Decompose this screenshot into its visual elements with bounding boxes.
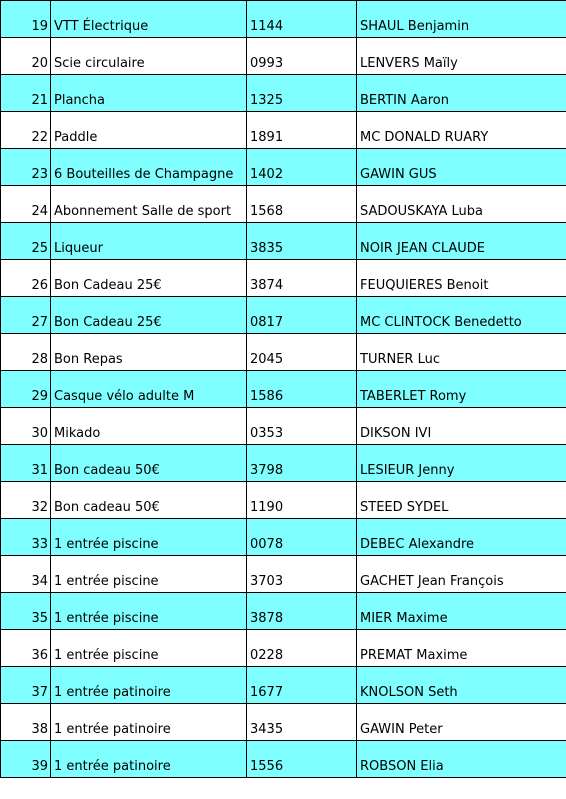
row-number: 39 (1, 741, 51, 778)
ticket-number: 1891 (247, 112, 357, 149)
ticket-number: 1568 (247, 186, 357, 223)
winner-name: LENVERS Maïly (357, 38, 566, 75)
row-number: 21 (1, 75, 51, 112)
winner-name: STEED SYDEL (357, 482, 566, 519)
row-number: 38 (1, 704, 51, 741)
winner-name: SHAUL Benjamin (357, 1, 566, 38)
prize-label: 1 entrée piscine (51, 556, 247, 593)
table-row (1, 112, 566, 149)
winner-name: GAWIN Peter (357, 704, 566, 741)
winner-name: GAWIN GUS (357, 149, 566, 186)
ticket-number: 2045 (247, 334, 357, 371)
ticket-number: 0353 (247, 408, 357, 445)
prize-label: Bon cadeau 50€ (51, 445, 247, 482)
table-row (1, 593, 566, 630)
table-row (1, 297, 566, 334)
prize-label: Bon Cadeau 25€ (51, 297, 247, 334)
ticket-number: 0993 (247, 38, 357, 75)
row-number: 32 (1, 482, 51, 519)
table-row (1, 556, 566, 593)
winner-name: MC DONALD RUARY (357, 112, 566, 149)
row-number: 37 (1, 667, 51, 704)
row-number: 27 (1, 297, 51, 334)
prize-label: Liqueur (51, 223, 247, 260)
winner-name: PREMAT Maxime (357, 630, 566, 667)
row-number: 19 (1, 1, 51, 38)
row-number: 36 (1, 630, 51, 667)
prize-label: Paddle (51, 112, 247, 149)
row-number: 28 (1, 334, 51, 371)
ticket-number: 3874 (247, 260, 357, 297)
row-number: 24 (1, 186, 51, 223)
winner-name: SADOUSKAYA Luba (357, 186, 566, 223)
table-row (1, 75, 566, 112)
table-row (1, 482, 566, 519)
row-number: 20 (1, 38, 51, 75)
winner-name: FEUQUIERES Benoit (357, 260, 566, 297)
ticket-number: 1677 (247, 667, 357, 704)
table-row (1, 223, 566, 260)
prize-label: 1 entrée piscine (51, 593, 247, 630)
prize-label: VTT Électrique (51, 1, 247, 38)
prize-label: 6 Bouteilles de Champagne (51, 149, 247, 186)
table-row (1, 38, 566, 75)
row-number: 34 (1, 556, 51, 593)
ticket-number: 1325 (247, 75, 357, 112)
winner-name: ROBSON Elia (357, 741, 566, 778)
ticket-number: 3703 (247, 556, 357, 593)
prize-label: 1 entrée patinoire (51, 741, 247, 778)
winner-name: LESIEUR Jenny (357, 445, 566, 482)
prize-label: Casque vélo adulte M (51, 371, 247, 408)
row-number: 35 (1, 593, 51, 630)
prize-label: Mikado (51, 408, 247, 445)
table-row (1, 1, 566, 38)
ticket-number: 0078 (247, 519, 357, 556)
row-number: 26 (1, 260, 51, 297)
prize-label: Bon cadeau 50€ (51, 482, 247, 519)
ticket-number: 3835 (247, 223, 357, 260)
prize-label: 1 entrée patinoire (51, 704, 247, 741)
winner-name: DEBEC Alexandre (357, 519, 566, 556)
table-row (1, 630, 566, 667)
row-number: 25 (1, 223, 51, 260)
winner-name: KNOLSON Seth (357, 667, 566, 704)
winner-name: NOIR JEAN CLAUDE (357, 223, 566, 260)
ticket-number: 1586 (247, 371, 357, 408)
prize-results-body (1, 1, 566, 778)
ticket-number: 1556 (247, 741, 357, 778)
row-number: 23 (1, 149, 51, 186)
prize-label: Abonnement Salle de sport (51, 186, 247, 223)
row-number: 31 (1, 445, 51, 482)
winner-name: GACHET Jean François (357, 556, 566, 593)
ticket-number: 0228 (247, 630, 357, 667)
table-row (1, 186, 566, 223)
winner-name: TURNER Luc (357, 334, 566, 371)
ticket-number: 0817 (247, 297, 357, 334)
ticket-number: 3798 (247, 445, 357, 482)
winner-name: MIER Maxime (357, 593, 566, 630)
row-number: 29 (1, 371, 51, 408)
table-row (1, 260, 566, 297)
table-row (1, 408, 566, 445)
row-number: 30 (1, 408, 51, 445)
ticket-number: 3435 (247, 704, 357, 741)
table-row (1, 519, 566, 556)
ticket-number: 3878 (247, 593, 357, 630)
prize-label: 1 entrée piscine (51, 630, 247, 667)
winner-name: DIKSON IVI (357, 408, 566, 445)
prize-label: Bon Repas (51, 334, 247, 371)
prize-label: Scie circulaire (51, 38, 247, 75)
row-number: 22 (1, 112, 51, 149)
winner-name: MC CLINTOCK Benedetto (357, 297, 566, 334)
table-row (1, 667, 566, 704)
table-row (1, 149, 566, 186)
prize-label: 1 entrée patinoire (51, 667, 247, 704)
ticket-number: 1402 (247, 149, 357, 186)
ticket-number: 1144 (247, 1, 357, 38)
prize-label: 1 entrée piscine (51, 519, 247, 556)
winner-name: BERTIN Aaron (357, 75, 566, 112)
prize-label: Plancha (51, 75, 247, 112)
row-number: 33 (1, 519, 51, 556)
table-row (1, 704, 566, 741)
ticket-number: 1190 (247, 482, 357, 519)
table-row (1, 445, 566, 482)
table-row (1, 371, 566, 408)
prize-label: Bon Cadeau 25€ (51, 260, 247, 297)
table-row (1, 741, 566, 778)
winner-name: TABERLET Romy (357, 371, 566, 408)
table-row (1, 334, 566, 371)
